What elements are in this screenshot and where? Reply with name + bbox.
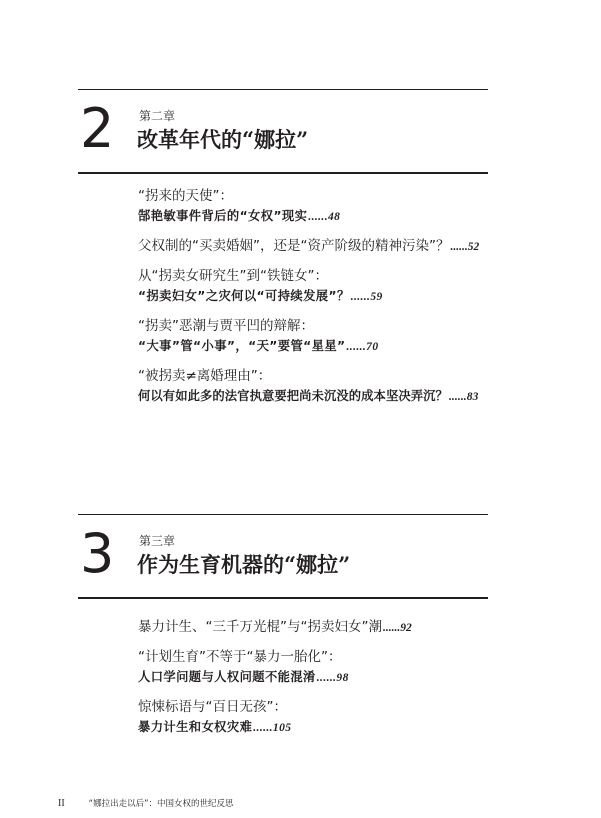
toc-entry-line[interactable]: “计划生育”不等于“暴力一胎化”：: [138, 649, 342, 665]
page-number: ......98: [316, 672, 349, 684]
toc-entry-line[interactable]: “拐来的天使”：: [138, 188, 233, 204]
toc-entry-line[interactable]: “拐卖妇女”之灾何以“可持续发展”？......59: [138, 289, 383, 303]
toc-entry-line[interactable]: “大事”管“小事”，“天”要管“星星”......70: [138, 339, 379, 353]
chapter-2-bottom-rule: [78, 172, 488, 174]
toc-entry-line[interactable]: 暴力计生和女权灾难......105: [138, 720, 292, 734]
chapter-2-number: 2: [80, 97, 114, 160]
toc-entry-line[interactable]: 郜艳敏事件背后的“女权”现实......48: [138, 209, 341, 223]
running-title: “娜拉出走以后”：中国女权的世纪反思: [88, 799, 234, 809]
toc-entry-line[interactable]: “被拐卖≠离婚理由”：: [138, 368, 272, 384]
page-number: ......83: [448, 391, 479, 403]
chapter-3-title: 作为生育机器的“娜拉”: [137, 552, 351, 577]
chapter-3-number: 3: [80, 522, 114, 585]
chapter-2-heading: [78, 90, 488, 172]
page-number: ......105: [253, 722, 292, 734]
page-number: ......59: [350, 291, 383, 303]
toc-entry-line[interactable]: 暴力计生、“三千万光棍”与“拐卖妇女”潮......92: [138, 619, 412, 635]
page-number: ......70: [346, 341, 379, 353]
chapter-2-title: 改革年代的“娜拉”: [137, 127, 309, 152]
folio-number: II: [58, 798, 65, 809]
toc-entry-line[interactable]: 人口学问题与人权问题不能混淆......98: [138, 670, 349, 684]
chapter-3-header: [78, 514, 488, 599]
chapter-3-label: 第三章: [139, 534, 176, 548]
chapter-3-heading: [78, 515, 488, 597]
chapter-2-header: [78, 89, 488, 174]
toc-entry-line[interactable]: “拐卖”恶潮与贾平凹的辩解：: [138, 318, 314, 334]
toc-entry-line[interactable]: 惊悚标语与“百日无孩”：: [138, 699, 287, 715]
chapter-2-toc: [138, 186, 558, 407]
page-footer: [58, 797, 233, 809]
page-number: ......92: [382, 622, 412, 634]
page-number: ......48: [308, 211, 341, 223]
chapter-3-bottom-rule: [78, 597, 488, 599]
chapter-3-toc: [138, 617, 558, 738]
toc-entry-line[interactable]: 父权制的“买卖婚姻”，还是“资产阶级的精神污染”？......52: [138, 238, 480, 254]
toc-entry-line[interactable]: 何以有如此多的法官执意要把尚未沉没的成本坚决弄沉？......83: [138, 389, 479, 403]
chapter-2-label: 第二章: [139, 109, 176, 123]
page-number: ......52: [450, 241, 480, 253]
toc-entry-line[interactable]: 从“拐卖女研究生”到“铁链女”：: [138, 268, 328, 284]
